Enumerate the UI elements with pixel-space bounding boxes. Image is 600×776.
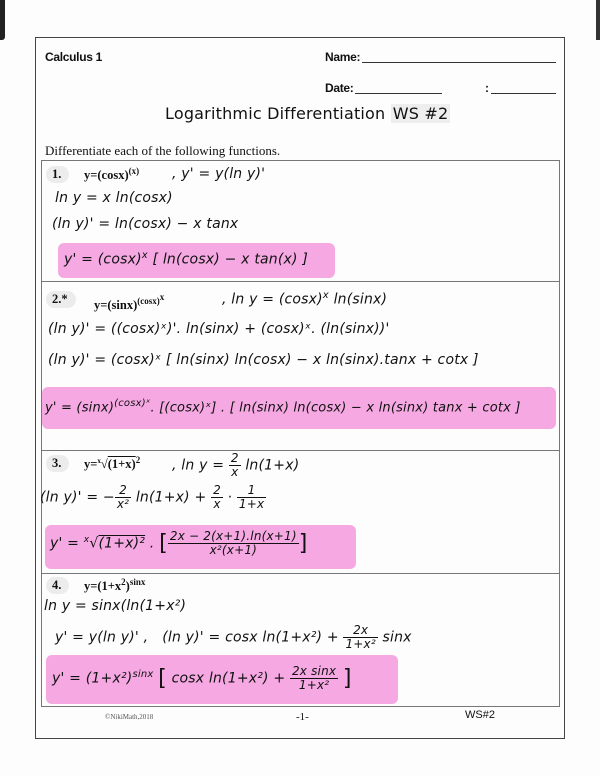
bracket-left: [ [158,666,167,691]
bracket-right: ] [298,531,308,556]
radicand-exponent: 2 [135,455,141,465]
answer-exponent: x [141,250,148,261]
fraction-numerator: 1 [237,484,266,498]
answer-exponent: (cosx)ˣ [114,398,151,409]
work-text: ln(sinx) [328,291,388,308]
work-text: (ln y)' = − [40,489,115,506]
answer-line: y' = $^x$√(1+x)² . [ $\frac{2x - 2(x+1).\ln(x+1)}{\text{x²(x+1)}}$ ] [50,529,308,557]
fraction-numerator: 2 [230,451,239,465]
title-ws: WS #2 [392,104,449,123]
fraction-denominator: x [213,497,221,511]
fraction-numerator: 2 [115,484,131,498]
function-exponent: sinx [129,577,146,587]
radicand: (1+x) [107,457,136,472]
scan-edge [0,0,5,40]
work-text: (ln y)' = cosx ln(1+x²) + [162,629,339,646]
function-exponent: (cosx) [137,296,160,306]
problem-function: $y=^x√(1+x)^2$ [84,455,141,472]
problem-number: 3. [46,455,69,472]
work-text: , ln y = [172,457,225,474]
function-exponent-2: x [159,292,165,302]
root-index: x [83,534,90,545]
work-text: y' = y(ln y)' , [55,629,149,646]
answer-lhs: y' = (1+x²) [52,670,133,687]
work-line: ln y = sinx(ln(1+x²) [44,598,187,614]
problem-function [94,292,164,313]
work-line: (ln y)' = − $\frac{2}{\text{x²}}$ ln(1+x) + $\frac{2}{x}$ · $\frac{1}{1+x}$ [40,483,265,511]
fraction-numerator: 2x sinx [291,664,337,678]
function-base: y= [84,457,98,472]
fraction-numerator: 2 [213,483,221,497]
problem-number: 1. [46,166,69,183]
answer-lhs: y' = (cosx) [64,251,142,268]
course-label: Calculus 1 [45,50,103,64]
answer-rhs: [ ln(cosx) − x tan(x) ] [152,251,308,268]
work-line: (ln y)' = ln(cosx) − x tanx [52,216,239,232]
scan-edge [596,0,600,40]
fraction-denominator: x² [116,497,130,511]
name-label: Name: [325,50,361,64]
fraction-denominator: x²(x+1) [209,543,258,557]
problem-function [84,166,139,183]
bracket-left: [ [159,531,168,556]
copyright: ©NikiMath,2018 [105,713,154,721]
work-line: (ln y)' = (cosx)ˣ [ ln(sinx) ln(cosx) − x ln(sinx).tanx + cotx ] [48,352,479,368]
work-line [55,624,412,651]
fraction-denominator: 1+x² [298,678,330,692]
answer-exponent: sinx [132,668,154,680]
fraction-denominator: x [231,465,239,479]
fraction-numerator: 2x [343,624,377,638]
footer-ws: WS#2 [465,709,495,721]
answer-lhs: y' = (sinx) [45,400,115,416]
fraction-denominator: 1+x² [345,637,376,651]
answer-rhs: . [(cosx)ˣ] . [ ln(sinx) ln(cosx) − x ln(sinx) tanx + cotx ] [150,400,521,416]
answer-line [45,398,521,415]
instructions: Differentiate each of the following functions. [45,143,281,158]
period-label: : [485,81,489,95]
problem-number: 2.* [46,291,76,308]
period-field[interactable] [491,93,556,94]
answer-line [52,665,352,692]
work-text: ln(1+x) + [135,489,207,506]
work-line [172,452,299,479]
answer-lhs: y' = [50,535,80,552]
page-title [165,104,450,123]
bracket-right: ] [342,666,352,691]
date-label: Date: [325,81,354,95]
function-close: ) [125,579,130,594]
work-line: ln y = x ln(cosx) [55,190,173,206]
date-field[interactable] [355,93,442,94]
radicand: (1+x)² [98,535,146,552]
title-main: Logarithmic Differentiation [165,104,386,123]
work-text: , ln y = (cosx) [222,291,323,308]
work-line [222,290,387,308]
problem-number: 4. [46,577,69,594]
function-base: y=(cosx) [84,168,129,183]
function-exponent: (x) [128,166,140,176]
function-base: y=(sinx) [94,298,138,313]
work-text: sinx [382,629,412,646]
function-base: y=(1+x [84,579,122,594]
problem-function [84,577,145,594]
function-square: 2 [121,577,126,587]
root-index: x [97,457,101,465]
name-field[interactable] [362,62,556,63]
work-line: , y' = y(ln y)' [172,166,266,182]
work-text: ln(1+x) [245,457,300,474]
answer-line [64,250,308,268]
fraction-numerator: 2x − 2(x+1).ln(x+1) [169,529,297,543]
answer-text: cosx ln(1+x²) + [171,670,286,687]
fraction-denominator: 1+x [238,497,265,511]
page-number: -1- [296,711,309,723]
work-line: (ln y)' = ((cosx)ˣ)'. ln(sinx) + (cosx)ˣ. (ln(sinx))' [48,321,390,337]
work-exponent: x [322,290,329,301]
